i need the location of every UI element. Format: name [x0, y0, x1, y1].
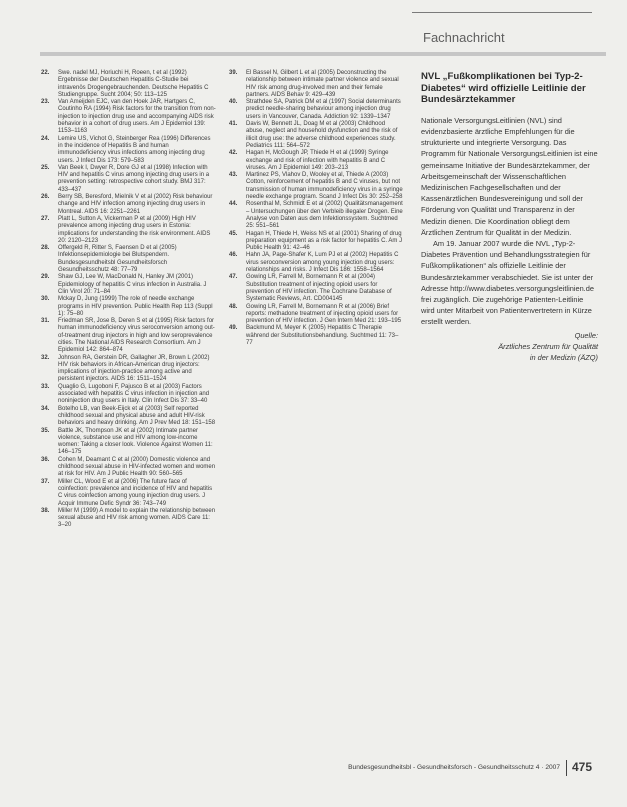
references-column-right	[229, 70, 404, 347]
reference-text: Davis W, Bennett JL, Doag M et al (2003) Childhood abuse, neglect and household dysfunction and the risk of illicit drug use: the adverse childhood experiences study. Pediatrics 111: 564–572	[246, 121, 398, 149]
reference-text: Platt L, Sutton A, Vickerman P et al (2009) High HIV prevalence among injecting drug users in Estonia: implications for understanding the risk environment. AIDS 20: 2120–2123	[58, 215, 211, 244]
reference-item	[229, 99, 404, 121]
reference-number: 24.	[41, 135, 50, 142]
reference-number: 35.	[41, 427, 50, 434]
journal-footer: Bundesgesundheitsbl - Gesundheitsforsch - Gesundheitsschutz 4 · 2007	[348, 764, 560, 771]
reference-number: 23.	[41, 99, 50, 106]
reference-item	[41, 70, 216, 99]
news-source	[421, 330, 598, 364]
section-header: Fachnachricht	[423, 30, 505, 45]
reference-text: Miller CL, Wood E et al (2006) The future face of coinfection: prevalence and incidence of HIV and hepatitis C virus coinfection among young injection drug users. J Acquir Immune Defic Syndr 36: 743–749	[58, 478, 213, 507]
reference-text: Friedman SR, Jose B, Deren S et al (1995) Risk factors for human immunodeficiency virus seroconversion among out-of-treatment drug injectors in high and low seroprevalence cities. The National AIDS Research Consortium. Am J Epidemiol 142: 864–874	[58, 318, 215, 354]
reference-number: 48.	[229, 303, 238, 310]
reference-item	[229, 121, 404, 150]
reference-text: Quaglio G, Lugoboni F, Pajusco B et al (2003) Factors associated with hepatitis C virus infection in injection and noninjection drug users in Italy. Clin Infect Dis 37: 33–40	[58, 383, 210, 405]
reference-text: Hagan H, Thiede H, Weiss NS et al (2001) Sharing of drug preparation equipment as a risk factor for hepatitis C. Am J Public Health 91: 42–46	[246, 230, 403, 252]
reference-item	[41, 216, 216, 245]
reference-text: El Bassel N, Gilbert L et al (2005) Deconstructing the relationship between intimate partner violence and sexual HIV risk among drug-involved men and their female partners. AIDS Behav 9: 429–439	[246, 70, 399, 98]
reference-item	[229, 150, 404, 172]
reference-text: Miller M (1999) A model to explain the relationship between sexual abuse and HIV risk among women. AIDS Care 11: 3–20	[58, 507, 216, 529]
reference-text: Martinez PS, Vlahov D, Wooley et al, Thiede A (2003) Cotton, reinforcement of hepatitis B and C viruses, but not transmission of human immunodeficiency virus in a syringe needle exchange program. Scand J Infect Dis 30: 252–258	[246, 172, 403, 201]
footer-separator	[566, 760, 567, 776]
reference-number: 40.	[229, 99, 238, 106]
reference-item	[229, 172, 404, 201]
reference-number: 36.	[41, 456, 50, 463]
reference-item	[41, 318, 216, 354]
reference-text: Hahn JA, Page-Shafer K, Lum PJ et al (2002) Hepatitis C virus seroconversion among young injection drug users: relationships and risks. J Infect Dis 186: 1558–1564	[246, 252, 399, 274]
reference-text: Van Ameijden EJC, van den Hoek JAR, Hartgers C, Coutinho RA (1994) Risk factors for the transition from non-injection to injection drug use and accompanying AIDS risk behavior in a cohort of drug users. Am J Epidemiol 139: 1153–1163	[58, 99, 216, 135]
header-rule	[412, 12, 592, 13]
reference-text: Johnson RA, Gerstein DR, Gallagher JR, Brown L (2002) HIV risk behaviors in African-American drug injectors: implications of injection-practice among active and persistent injectors. AIDS 16: 1511–1524	[58, 354, 210, 383]
news-paragraph: Am 19. Januar 2007 wurde die NVL „Typ-2-Diabetes Prävention und Behandlungsstrategien für Fußkomplikationen“ als offizielle Leitlinie der Bundesärztekammer verabschiedet. Sie ist unter der Adresse http://www.diabetes.versorgungsleitlinien.de frei zugänglich. Die zugehörige Patienten-Leitlinie wird unter Mitarbeit von Patientenvertretern in Kürze erstellt werden.	[421, 239, 594, 327]
reference-number: 46.	[229, 252, 238, 259]
source-name-line: Ärztliches Zentrum für Qualität	[498, 341, 598, 351]
reference-text: Backmund M, Meyer K (2005) Hepatitis C Therapie während der Substitutionsbehandlung. Suchtmed 11: 73–77	[246, 325, 399, 346]
reference-text: Offergeld R, Ritter S, Faensen D et al (2005) Infektionsepidemiologie bei Blutspendern. Bundesgesundheitsbl Gesundheitsforsch Gesundheitsschutz 48: 77–79	[58, 245, 177, 274]
news-body	[421, 115, 598, 328]
reference-number: 32.	[41, 354, 50, 361]
reference-item	[41, 355, 216, 384]
reference-number: 42.	[229, 150, 238, 157]
reference-item	[41, 508, 216, 530]
top-divider	[40, 52, 606, 56]
reference-number: 28.	[41, 245, 50, 252]
reference-text: Hagan H, McGough JP, Thiede H et al (1999) Syringe exchange and risk of infection with hepatitis B and C viruses. Am J Epidemiol 149: 203–213	[246, 150, 389, 171]
reference-number: 25.	[41, 164, 50, 171]
reference-number: 29.	[41, 274, 50, 281]
reference-item	[41, 99, 216, 135]
source-name-line: in der Medizin (ÄZQ)	[529, 353, 598, 363]
reference-number: 31.	[41, 318, 50, 325]
reference-item	[41, 479, 216, 508]
news-title: NVL „Fußkomplikationen bei Typ-2-Diabetes“ wird offizielle Leitlinie der Bundesärztekammer	[421, 71, 586, 106]
reference-text: Botelho LB, van Beek-Eijck et al (2003) Self reported childhood sexual and physical abuse and adult HIV-risk behaviors and heavy drinking. Am J Prev Med 18: 151–158	[58, 405, 216, 427]
reference-number: 47.	[229, 274, 238, 281]
reference-text: Mckay D, Jung (1999) The role of needle exchange programs in HIV prevention. Public Health Rep 113 (Suppl 1): 75–80	[58, 296, 213, 317]
reference-number: 44.	[229, 201, 238, 208]
reference-text: Cohen M, Deamant C et al (2000) Domestic violence and childhood sexual abuse in HIV-infected women and women at risk for HIV. Am J Public Health 90: 560–565	[58, 456, 216, 478]
reference-item	[41, 274, 216, 296]
reference-number: 37.	[41, 478, 50, 485]
reference-text: Battle JK, Thompson JK et al (2002) Intimate partner violence, substance use and HIV among low-income women: Taking a closer look. Violence Against Women 11: 146–175	[58, 427, 213, 456]
reference-text: Berry SB, Beresford, Mielnik V et al (2002) Risk behaviour change and HIV infection among injecting drug users in Montreal. AIDS 16: 2251–2261	[58, 194, 213, 215]
reference-text: Swe. nadel MJ, Horiuchi H, Roeen, t et al (1992) Ergebnisse der Deutschen Hepatitis C-Studie bei intravenös Drogengebrauchenden. Deutsche Hepatitis C Studiengruppe. Sucht 2004; 50: 113–125	[58, 70, 209, 98]
reference-item	[41, 457, 216, 479]
reference-item	[229, 274, 404, 303]
reference-number: 45.	[229, 230, 238, 237]
reference-item	[41, 136, 216, 165]
reference-text: Gowing LR, Farrell M, Bornemann R et al (2004) Substitution treatment of injecting opioid users for prevention of HIV infection. The Cochrane Database of Systematic Reviews, Art. CD004145	[246, 274, 392, 303]
reference-text: Strathdee SA, Patrick DM et al (1997) Social determinants predict needle-sharing behaviour among injection drug users in Vancouver, Canada. Addiction 92: 1339–1347	[246, 99, 401, 120]
reference-item	[229, 231, 404, 253]
reference-number: 39.	[229, 70, 238, 76]
reference-number: 26.	[41, 194, 50, 201]
reference-item	[41, 406, 216, 428]
reference-item	[229, 252, 404, 274]
reference-text: Van Beek I, Dwyer R, Dore GJ et al (1998) Infection with HIV and hepatitis C virus among injecting drug users in a prevention setting: retrospective cohort study. BMJ 317: 433–437	[58, 164, 210, 193]
reference-number: 49.	[229, 325, 238, 332]
reference-text: Lemire US, Vichot G, Steinberger Rea (1996) Differences in the incidence of Hepatitis B and human immunodeficiency virus infections among injecting drug users. J Infect Dis 173: 579–583	[58, 135, 211, 164]
reference-item	[41, 384, 216, 406]
reference-number: 22.	[41, 70, 50, 76]
reference-item	[229, 325, 404, 347]
news-box	[421, 71, 598, 363]
reference-item	[41, 194, 216, 216]
reference-text: Rosenthal M, Schmidt E et al (2002) Qualitätsmanagement – Untersuchungen über den Verbleib illegaler Drogen. Eine Analyse von Daten aus dem Infektionssystem. Suchtmed 25: 551–561	[246, 201, 403, 230]
reference-text: Shaw GJ, Lee W, MacDonald N, Hanley JM (2001) Epidemiology of hepatitis C virus infection in Australia. J Clin Virol 20: 71–84	[58, 274, 207, 295]
references-column-left	[41, 70, 216, 530]
news-paragraph: Nationale VersorgungsLeitlinien (NVL) sind evidenzbasierte ärztliche Empfehlungen für die strukturierte und integrierte Versorgung. Das Programm für Nationale VersorgungsLeitlinien ist eine gemeinsame Initiative der Bundesärztekammer, der Arbeitsgemeinschaft der Wissenschaftlichen Medizinischen Fachgesellschaften und der Kassenärztlichen Bundesvereinigung und soll der Förderung von Qualität und Transparenz in der Medizin dienen. Die Koordination obliegt dem Ärztlichen Zentrum für Qualität in der Medizin.	[421, 115, 598, 237]
reference-item	[41, 428, 216, 457]
reference-text: Gowing LR, Farrell M, Bornemann R et al (2006) Brief reports: methadone treatment of injecting opioid users for prevention of HIV infection. J Gen Intern Med 21: 193–195	[246, 303, 402, 325]
reference-number: 34.	[41, 405, 50, 412]
reference-item	[229, 201, 404, 230]
reference-number: 27.	[41, 215, 50, 222]
reference-item	[229, 70, 404, 99]
reference-item	[41, 296, 216, 318]
reference-item	[229, 304, 404, 326]
reference-number: 30.	[41, 296, 50, 303]
reference-number: 38.	[41, 507, 50, 514]
reference-number: 41.	[229, 121, 238, 128]
page-number: 475	[572, 760, 593, 774]
reference-number: 43.	[229, 172, 238, 179]
reference-item	[41, 165, 216, 194]
reference-item	[41, 245, 216, 274]
source-label: Quelle:	[574, 330, 598, 340]
reference-number: 33.	[41, 383, 50, 390]
